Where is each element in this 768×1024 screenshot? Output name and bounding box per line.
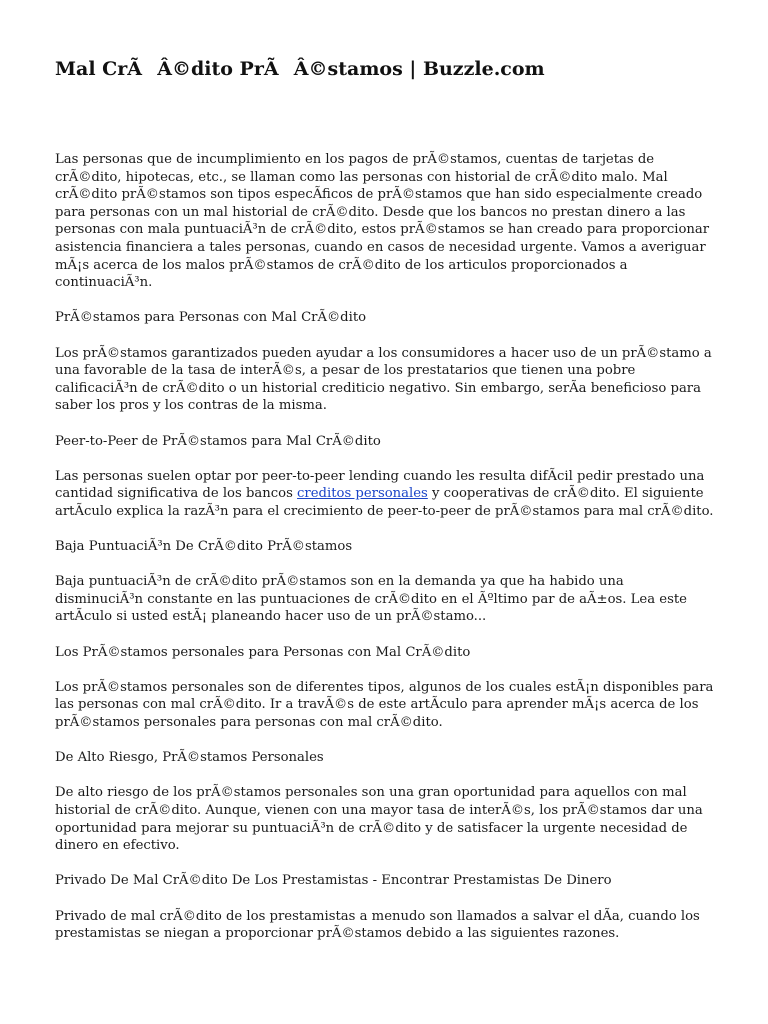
section-heading-1: PrÃ©stamos para Personas con Mal CrÃ©dito [55, 310, 367, 326]
section-body-3: Baja puntuaciÃ³n de crÃ©dito prÃ©stamos son en la demanda ya que ha habido una disminuciÃ³n constante en las puntuaciones de crÃ©dito en el Ãºltimo par de aÃ±os. Lea este artÃculo si usted estÃ¡ planeando hacer uso de un prÃ©stamo... [55, 574, 687, 625]
intro-paragraph: Las personas que de incumplimiento en los pagos de prÃ©stamos, cuentas de tarjetas de crÃ©dito, hipotecas, etc., se llaman como las personas con historial de crÃ©dito malo. Mal crÃ©dito prÃ©stamos son tipos especÃficos de prÃ©stamos que han sido especialmente creado para personas con un mal historial de crÃ©dito. Desde que los bancos no prestan dinero a las personas con mala puntuaciÃ³n de crÃ©dito, estos prÃ©stamos se han creado para proporcionar asistencia financiera a tales personas, cuando en casos de necesidad urgente. Vamos a averiguar mÃ¡s acerca de los malos prÃ©stamos de crÃ©dito de los articulos proporcionados a continuaciÃ³n. [55, 152, 710, 291]
section-body-2-text-before: Las personas suelen optar por peer-to-peer lending cuando les resulta difÃcil pedir prestado una cantidad significativa de los bancos [55, 468, 705, 502]
document-content [55, 151, 715, 960]
creditos-personales-link[interactable]: creditos personales [297, 486, 428, 502]
section-body-2 [55, 468, 715, 521]
section-body-6: Privado de mal crÃ©dito de los prestamistas a menudo son llamados a salvar el dÃa, cuando los prestamistas se niegan a proporcionar prÃ©stamos debido a las siguientes razones. [55, 908, 700, 942]
page-title: Mal CrÃÂ©dito PrÃÂ©stamos | Buzzle.com [55, 58, 545, 80]
section-heading-3: Baja PuntuaciÃ³n De CrÃ©dito PrÃ©stamos [55, 539, 353, 555]
section-heading-2: Peer-to-Peer de PrÃ©stamos para Mal CrÃ©dito [55, 433, 381, 449]
section-heading-4: Los PrÃ©stamos personales para Personas con Mal CrÃ©dito [55, 644, 471, 660]
section-body-4: Los prÃ©stamos personales son de diferentes tipos, algunos de los cuales estÃ¡n disponibles para las personas con mal crÃ©dito. Ir a travÃ©s de este artÃculo para aprender mÃ¡s acerca de los prÃ©stamos personales para personas con mal crÃ©dito. [55, 679, 714, 730]
section-heading-5: De Alto Riesgo, PrÃ©stamos Personales [55, 750, 324, 766]
section-body-2-text-after: y cooperativas de crÃ©dito. El siguiente artÃculo explica la razÃ³n para el crecimiento de peer-to-peer de prÃ©stamos para mal crÃ©dito. [55, 486, 714, 519]
section-body-5: De alto riesgo de los prÃ©stamos personales son una gran oportunidad para aquellos con mal historial de crÃ©dito. Aunque, vienen con una mayor tasa de interÃ©s, los prÃ©stamos dar una oportunidad para mejorar su puntuaciÃ³n de crÃ©dito y de satisfacer la urgente necesidad de dinero en efectivo. [55, 785, 703, 854]
section-body-1: Los prÃ©stamos garantizados pueden ayudar a los consumidores a hacer uso de un prÃ©stamo a una favorable de la tasa de interÃ©s, a pesar de los prestatarios que tienen una pobre calificaciÃ³n de crÃ©dito o un historial crediticio negativo. Sin embargo, serÃa beneficioso para saber los pros y los contras de la misma. [55, 345, 712, 414]
section-heading-6: Privado De Mal CrÃ©dito De Los Prestamistas - Encontrar Prestamistas De Dinero [55, 873, 612, 889]
